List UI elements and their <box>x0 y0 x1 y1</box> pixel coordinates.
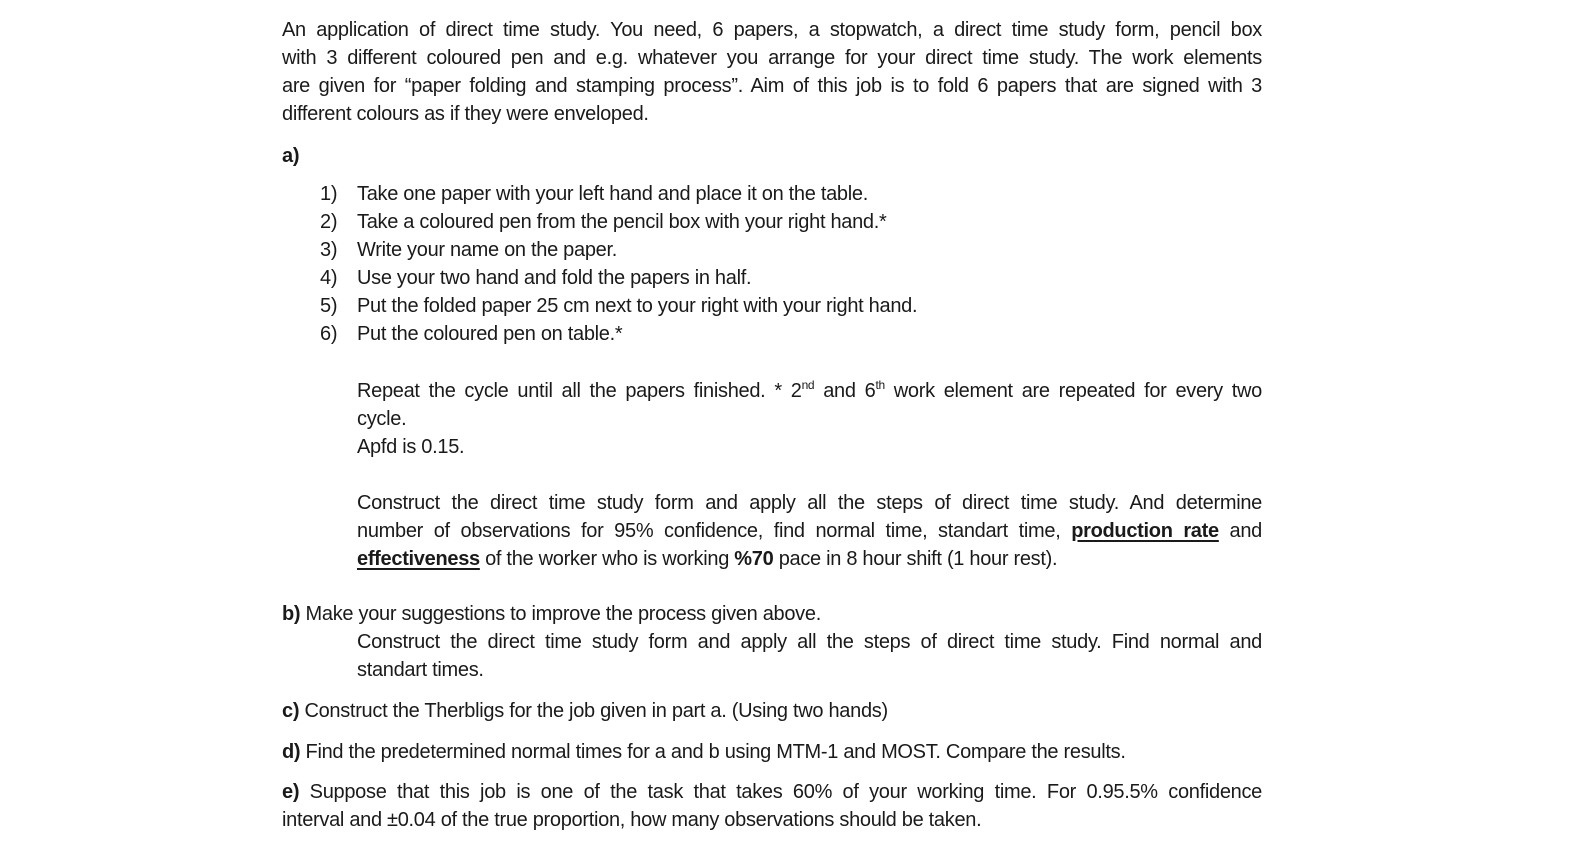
part-c-label: c) <box>282 700 300 722</box>
part-d-label: d) <box>282 741 301 763</box>
step-item: 5) Put the folded paper 25 cm next to your right with your right hand. <box>320 295 918 317</box>
repeat-note-line-2: cycle. <box>357 408 407 430</box>
intro-line-4: different colours as if they were enveloped. <box>282 103 649 125</box>
part-e-line-2: interval and ±0.04 of the true proportion, how many observations should be taken. <box>282 809 982 831</box>
part-b-label: b) <box>282 603 301 625</box>
production-rate-term: production rate <box>1071 520 1219 542</box>
part-d-line: d) Find the predetermined normal times for a and b using MTM-1 and MOST. Compare the results. <box>282 741 1126 763</box>
construct-a-line-2: number of observations for 95% confidence, find normal time, standart time, production rate and <box>357 520 1262 542</box>
effectiveness-term: effectiveness <box>357 548 480 570</box>
step-item: 4) Use your two hand and fold the papers in half. <box>320 267 752 289</box>
part-c-line: c) Construct the Therbligs for the job given in part a. (Using two hands) <box>282 700 888 722</box>
part-a-label: a) <box>282 145 300 167</box>
construct-a-line-3: effectiveness of the worker who is working %70 pace in 8 hour shift (1 hour rest). <box>357 548 1058 570</box>
intro-line-2: with 3 different coloured pen and e.g. whatever you arrange for your direct time study. The work elements <box>282 47 1262 69</box>
step-item: 2) Take a coloured pen from the pencil box with your right hand.* <box>320 211 887 233</box>
construct-a-line-1: Construct the direct time study form and apply all the steps of direct time study. And determine <box>357 492 1262 514</box>
construct-b-line-2: standart times. <box>357 659 484 681</box>
step-item: 6) Put the coloured pen on table.* <box>320 323 623 345</box>
apfd-note: Apfd is 0.15. <box>357 436 465 458</box>
pace-value: %70 <box>734 548 774 570</box>
construct-b-line-1: Construct the direct time study form and apply all the steps of direct time study. Find normal and <box>357 631 1262 653</box>
part-e-label: e) <box>282 781 300 803</box>
step-item: 1) Take one paper with your left hand and place it on the table. <box>320 183 868 205</box>
part-e-line-1: e) Suppose that this job is one of the task that takes 60% of your working time. For 0.95.5% confidence <box>282 781 1262 803</box>
repeat-note-line-1: Repeat the cycle until all the papers finished. * 2nd and 6th work element are repeated for every two <box>357 378 1262 402</box>
step-item: 3) Write your name on the paper. <box>320 239 617 261</box>
intro-line-3: are given for “paper folding and stamping process”. Aim of this job is to fold 6 papers that are signed with 3 <box>282 75 1262 97</box>
intro-line-1: An application of direct time study. You need, 6 papers, a stopwatch, a direct time study form, pencil box <box>282 19 1262 41</box>
part-b-line: b) Make your suggestions to improve the process given above. <box>282 603 821 625</box>
